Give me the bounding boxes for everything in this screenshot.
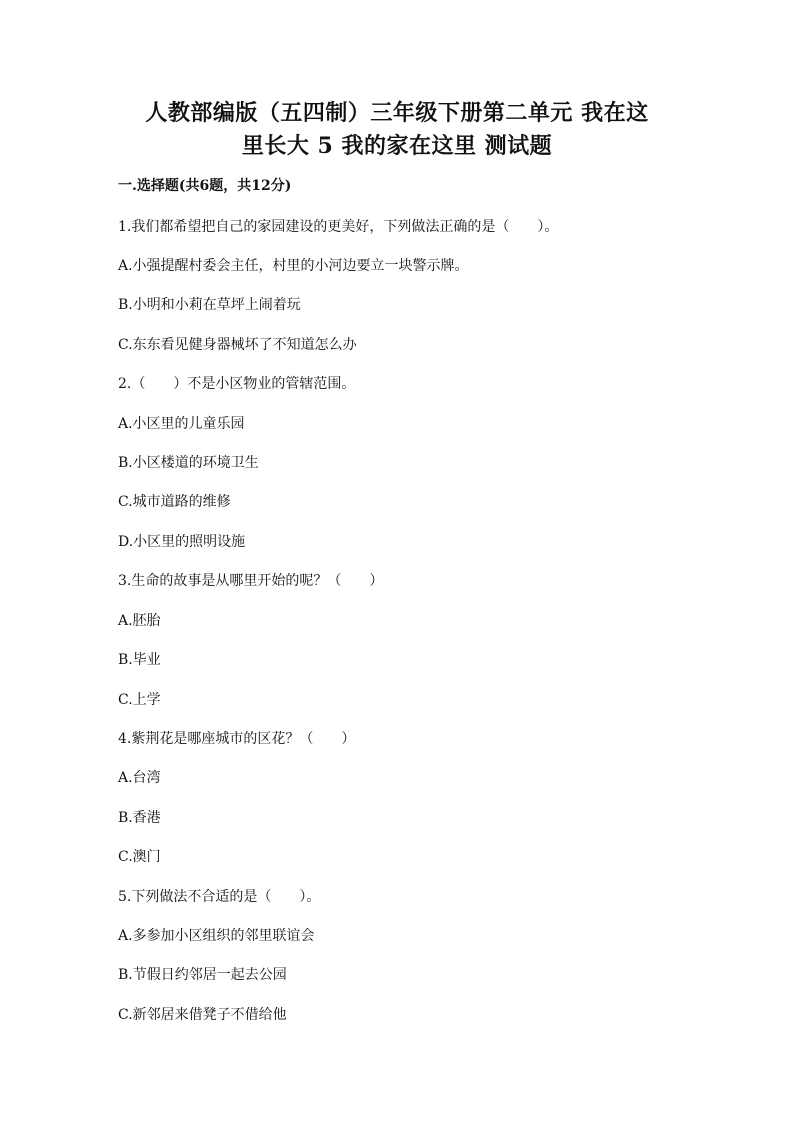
question-2-stem: 2.（ ）不是小区物业的管辖范围。: [118, 376, 356, 392]
question-1-stem: 1.我们都希望把自己的家园建设的更美好，下列做法正确的是（ ）。: [118, 219, 559, 235]
question-1-option-a: A.小强提醒村委会主任，村里的小河边要立一块警示牌。: [118, 258, 469, 274]
section-heading: 一.选择题(共6题，共12分): [118, 178, 292, 194]
question-3-option-a: A.胚胎: [118, 613, 161, 629]
question-5-option-c: C.新邻居来借凳子不借给他: [118, 1007, 287, 1023]
question-5-option-b: B.节假日约邻居一起去公园: [118, 967, 287, 983]
question-4-option-a: A.台湾: [118, 770, 161, 786]
question-2-option-d: D.小区里的照明设施: [118, 534, 246, 550]
question-4-option-b: B.香港: [118, 810, 161, 826]
page-title-line-1: 人教部编版（五四制）三年级下册第二单元 我在这: [145, 100, 649, 126]
question-1-option-c: C.东东看见健身器械坏了不知道怎么办: [118, 337, 357, 353]
question-4-stem: 4.紫荆花是哪座城市的区花？（ ）: [118, 731, 356, 747]
question-3-option-c: C.上学: [118, 692, 161, 708]
question-2-option-b: B.小区楼道的环境卫生: [118, 455, 259, 471]
question-4-option-c: C.澳门: [118, 849, 161, 865]
question-2-option-a: A.小区里的儿童乐园: [118, 416, 245, 432]
question-3-stem: 3.生命的故事是从哪里开始的呢？（ ）: [118, 573, 384, 589]
question-5-stem: 5.下列做法不合适的是（ ）。: [118, 889, 321, 905]
question-3-option-b: B.毕业: [118, 652, 161, 668]
page-title-line-2: 里长大 5 我的家在这里 测试题: [241, 133, 553, 159]
question-2-option-c: C.城市道路的维修: [118, 494, 231, 510]
question-5-option-a: A.多参加小区组织的邻里联谊会: [118, 928, 315, 944]
question-1-option-b: B.小明和小莉在草坪上闹着玩: [118, 297, 301, 313]
